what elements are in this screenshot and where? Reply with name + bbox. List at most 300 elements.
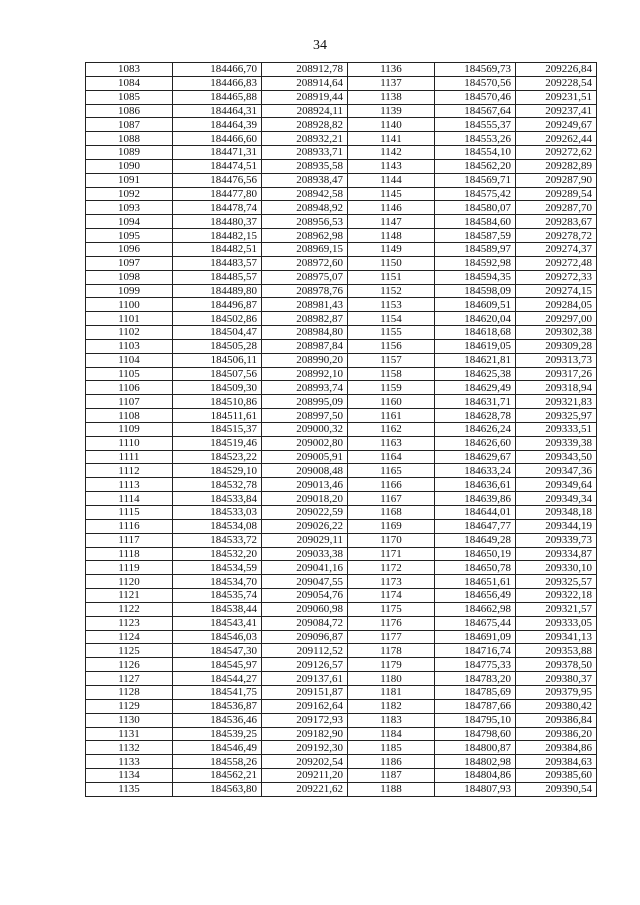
x-coordinate-right-cell: 184649,28	[435, 533, 516, 547]
coordinates-table	[85, 62, 597, 797]
point-number-left-cell: 1109	[86, 422, 173, 436]
table-row	[86, 492, 597, 506]
point-number-left-cell: 1091	[86, 173, 173, 187]
point-number-left-cell: 1106	[86, 381, 173, 395]
point-number-right-cell: 1150	[348, 256, 435, 270]
x-coordinate-right-cell: 184644,01	[435, 506, 516, 520]
x-coordinate-left-cell: 184511,61	[173, 409, 262, 423]
y-coordinate-left-cell: 208933,71	[262, 146, 348, 160]
x-coordinate-left-cell: 184539,25	[173, 727, 262, 741]
point-number-left-cell: 1090	[86, 159, 173, 173]
point-number-left-cell: 1128	[86, 685, 173, 699]
x-coordinate-right-cell: 184691,09	[435, 630, 516, 644]
y-coordinate-right-cell: 209317,26	[516, 367, 597, 381]
y-coordinate-left-cell: 208995,09	[262, 395, 348, 409]
point-number-left-cell: 1126	[86, 658, 173, 672]
y-coordinate-left-cell: 209008,48	[262, 464, 348, 478]
table-row	[86, 326, 597, 340]
x-coordinate-left-cell: 184533,72	[173, 533, 262, 547]
x-coordinate-left-cell: 184547,30	[173, 644, 262, 658]
point-number-left-cell: 1112	[86, 464, 173, 478]
table-row	[86, 422, 597, 436]
y-coordinate-right-cell: 209385,60	[516, 769, 597, 783]
table-row	[86, 478, 597, 492]
x-coordinate-left-cell: 184483,57	[173, 256, 262, 270]
y-coordinate-left-cell: 209033,38	[262, 547, 348, 561]
point-number-right-cell: 1160	[348, 395, 435, 409]
y-coordinate-left-cell: 208932,21	[262, 132, 348, 146]
y-coordinate-left-cell: 208919,44	[262, 90, 348, 104]
x-coordinate-right-cell: 184589,97	[435, 242, 516, 256]
y-coordinate-left-cell: 208912,78	[262, 63, 348, 77]
x-coordinate-right-cell: 184675,44	[435, 616, 516, 630]
point-number-right-cell: 1180	[348, 672, 435, 686]
point-number-left-cell: 1123	[86, 616, 173, 630]
y-coordinate-left-cell: 209096,87	[262, 630, 348, 644]
table-row	[86, 727, 597, 741]
point-number-left-cell: 1115	[86, 506, 173, 520]
x-coordinate-right-cell: 184625,38	[435, 367, 516, 381]
point-number-right-cell: 1138	[348, 90, 435, 104]
x-coordinate-right-cell: 184804,86	[435, 769, 516, 783]
y-coordinate-right-cell: 209289,54	[516, 187, 597, 201]
table-row	[86, 284, 597, 298]
table-row	[86, 146, 597, 160]
y-coordinate-left-cell: 209029,11	[262, 533, 348, 547]
table-row	[86, 229, 597, 243]
x-coordinate-left-cell: 184477,80	[173, 187, 262, 201]
point-number-right-cell: 1166	[348, 478, 435, 492]
point-number-right-cell: 1171	[348, 547, 435, 561]
point-number-right-cell: 1153	[348, 298, 435, 312]
table-row	[86, 741, 597, 755]
table-row	[86, 547, 597, 561]
x-coordinate-right-cell: 184587,59	[435, 229, 516, 243]
table-row	[86, 464, 597, 478]
y-coordinate-left-cell: 208935,58	[262, 159, 348, 173]
x-coordinate-left-cell: 184534,70	[173, 575, 262, 589]
x-coordinate-left-cell: 184534,08	[173, 519, 262, 533]
x-coordinate-right-cell: 184580,07	[435, 201, 516, 215]
table-row	[86, 616, 597, 630]
x-coordinate-left-cell: 184535,74	[173, 589, 262, 603]
y-coordinate-right-cell: 209349,64	[516, 478, 597, 492]
x-coordinate-right-cell: 184795,10	[435, 713, 516, 727]
point-number-right-cell: 1159	[348, 381, 435, 395]
x-coordinate-left-cell: 184536,46	[173, 713, 262, 727]
y-coordinate-right-cell: 209282,89	[516, 159, 597, 173]
table-row	[86, 450, 597, 464]
table-row	[86, 672, 597, 686]
point-number-right-cell: 1181	[348, 685, 435, 699]
y-coordinate-right-cell: 209274,15	[516, 284, 597, 298]
y-coordinate-right-cell: 209287,70	[516, 201, 597, 215]
x-coordinate-left-cell: 184529,10	[173, 464, 262, 478]
y-coordinate-right-cell: 209237,41	[516, 104, 597, 118]
x-coordinate-left-cell: 184471,31	[173, 146, 262, 160]
x-coordinate-left-cell: 184536,87	[173, 699, 262, 713]
point-number-left-cell: 1097	[86, 256, 173, 270]
point-number-right-cell: 1141	[348, 132, 435, 146]
x-coordinate-right-cell: 184592,98	[435, 256, 516, 270]
y-coordinate-left-cell: 208987,84	[262, 339, 348, 353]
point-number-left-cell: 1129	[86, 699, 173, 713]
point-number-left-cell: 1110	[86, 436, 173, 450]
table-row	[86, 104, 597, 118]
y-coordinate-right-cell: 209380,37	[516, 672, 597, 686]
y-coordinate-left-cell: 209221,62	[262, 782, 348, 796]
point-number-left-cell: 1086	[86, 104, 173, 118]
x-coordinate-left-cell: 184515,37	[173, 422, 262, 436]
table-row	[86, 270, 597, 284]
y-coordinate-left-cell: 209151,87	[262, 685, 348, 699]
y-coordinate-right-cell: 209344,19	[516, 519, 597, 533]
x-coordinate-left-cell: 184541,75	[173, 685, 262, 699]
x-coordinate-left-cell: 184546,49	[173, 741, 262, 755]
x-coordinate-left-cell: 184545,97	[173, 658, 262, 672]
point-number-left-cell: 1085	[86, 90, 173, 104]
point-number-right-cell: 1188	[348, 782, 435, 796]
y-coordinate-left-cell: 208993,74	[262, 381, 348, 395]
x-coordinate-left-cell: 184546,03	[173, 630, 262, 644]
point-number-right-cell: 1187	[348, 769, 435, 783]
y-coordinate-left-cell: 209002,80	[262, 436, 348, 450]
table-row	[86, 561, 597, 575]
x-coordinate-left-cell: 184466,70	[173, 63, 262, 77]
y-coordinate-right-cell: 209278,72	[516, 229, 597, 243]
point-number-right-cell: 1172	[348, 561, 435, 575]
x-coordinate-right-cell: 184619,05	[435, 339, 516, 353]
point-number-right-cell: 1145	[348, 187, 435, 201]
x-coordinate-left-cell: 184480,37	[173, 215, 262, 229]
point-number-right-cell: 1161	[348, 409, 435, 423]
x-coordinate-left-cell: 184502,86	[173, 312, 262, 326]
point-number-right-cell: 1157	[348, 353, 435, 367]
x-coordinate-right-cell: 184609,51	[435, 298, 516, 312]
x-coordinate-left-cell: 184466,60	[173, 132, 262, 146]
table-row	[86, 339, 597, 353]
point-number-left-cell: 1113	[86, 478, 173, 492]
y-coordinate-right-cell: 209330,10	[516, 561, 597, 575]
y-coordinate-right-cell: 209353,88	[516, 644, 597, 658]
point-number-left-cell: 1096	[86, 242, 173, 256]
point-number-right-cell: 1155	[348, 326, 435, 340]
y-coordinate-right-cell: 209313,73	[516, 353, 597, 367]
point-number-right-cell: 1137	[348, 76, 435, 90]
table-row	[86, 298, 597, 312]
x-coordinate-left-cell: 184532,20	[173, 547, 262, 561]
point-number-right-cell: 1174	[348, 589, 435, 603]
x-coordinate-left-cell: 184466,83	[173, 76, 262, 90]
point-number-left-cell: 1124	[86, 630, 173, 644]
table-row	[86, 713, 597, 727]
x-coordinate-right-cell: 184800,87	[435, 741, 516, 755]
point-number-left-cell: 1135	[86, 782, 173, 796]
table-row	[86, 436, 597, 450]
x-coordinate-left-cell: 184538,44	[173, 602, 262, 616]
x-coordinate-left-cell: 184533,84	[173, 492, 262, 506]
y-coordinate-right-cell: 209322,18	[516, 589, 597, 603]
point-number-right-cell: 1185	[348, 741, 435, 755]
y-coordinate-left-cell: 208924,11	[262, 104, 348, 118]
y-coordinate-right-cell: 209302,38	[516, 326, 597, 340]
x-coordinate-left-cell: 184474,51	[173, 159, 262, 173]
x-coordinate-right-cell: 184628,78	[435, 409, 516, 423]
point-number-left-cell: 1101	[86, 312, 173, 326]
y-coordinate-left-cell: 208975,07	[262, 270, 348, 284]
x-coordinate-right-cell: 184662,98	[435, 602, 516, 616]
y-coordinate-right-cell: 209318,94	[516, 381, 597, 395]
y-coordinate-right-cell: 209297,00	[516, 312, 597, 326]
table-row	[86, 90, 597, 104]
x-coordinate-left-cell: 184532,78	[173, 478, 262, 492]
point-number-right-cell: 1139	[348, 104, 435, 118]
point-number-left-cell: 1121	[86, 589, 173, 603]
y-coordinate-right-cell: 209309,28	[516, 339, 597, 353]
y-coordinate-left-cell: 208978,76	[262, 284, 348, 298]
y-coordinate-left-cell: 209013,46	[262, 478, 348, 492]
y-coordinate-left-cell: 209026,22	[262, 519, 348, 533]
y-coordinate-left-cell: 209182,90	[262, 727, 348, 741]
point-number-left-cell: 1094	[86, 215, 173, 229]
y-coordinate-left-cell: 209060,98	[262, 602, 348, 616]
x-coordinate-right-cell: 184651,61	[435, 575, 516, 589]
point-number-left-cell: 1093	[86, 201, 173, 215]
table-row	[86, 769, 597, 783]
y-coordinate-left-cell: 209192,30	[262, 741, 348, 755]
x-coordinate-left-cell: 184506,11	[173, 353, 262, 367]
table-row	[86, 187, 597, 201]
point-number-left-cell: 1102	[86, 326, 173, 340]
point-number-right-cell: 1165	[348, 464, 435, 478]
y-coordinate-left-cell: 208962,98	[262, 229, 348, 243]
x-coordinate-right-cell: 184716,74	[435, 644, 516, 658]
x-coordinate-left-cell: 184507,56	[173, 367, 262, 381]
y-coordinate-right-cell: 209325,57	[516, 575, 597, 589]
point-number-left-cell: 1100	[86, 298, 173, 312]
y-coordinate-left-cell: 208990,20	[262, 353, 348, 367]
y-coordinate-left-cell: 208938,47	[262, 173, 348, 187]
x-coordinate-right-cell: 184575,42	[435, 187, 516, 201]
point-number-right-cell: 1140	[348, 118, 435, 132]
table-row	[86, 256, 597, 270]
point-number-left-cell: 1119	[86, 561, 173, 575]
table-row	[86, 589, 597, 603]
x-coordinate-right-cell: 184553,26	[435, 132, 516, 146]
x-coordinate-left-cell: 184505,28	[173, 339, 262, 353]
point-number-left-cell: 1089	[86, 146, 173, 160]
y-coordinate-right-cell: 209378,50	[516, 658, 597, 672]
table-row	[86, 630, 597, 644]
x-coordinate-right-cell: 184626,24	[435, 422, 516, 436]
table-row	[86, 242, 597, 256]
point-number-right-cell: 1142	[348, 146, 435, 160]
x-coordinate-right-cell: 184567,64	[435, 104, 516, 118]
x-coordinate-right-cell: 184639,86	[435, 492, 516, 506]
x-coordinate-left-cell: 184485,57	[173, 270, 262, 284]
point-number-left-cell: 1104	[86, 353, 173, 367]
x-coordinate-right-cell: 184787,66	[435, 699, 516, 713]
y-coordinate-left-cell: 208956,53	[262, 215, 348, 229]
y-coordinate-right-cell: 209274,37	[516, 242, 597, 256]
point-number-right-cell: 1169	[348, 519, 435, 533]
table-row	[86, 381, 597, 395]
y-coordinate-right-cell: 209386,84	[516, 713, 597, 727]
x-coordinate-right-cell: 184629,67	[435, 450, 516, 464]
x-coordinate-right-cell: 184594,35	[435, 270, 516, 284]
point-number-left-cell: 1114	[86, 492, 173, 506]
y-coordinate-right-cell: 209380,42	[516, 699, 597, 713]
point-number-left-cell: 1133	[86, 755, 173, 769]
y-coordinate-left-cell: 208997,50	[262, 409, 348, 423]
x-coordinate-left-cell: 184544,27	[173, 672, 262, 686]
x-coordinate-left-cell: 184534,59	[173, 561, 262, 575]
y-coordinate-left-cell: 209126,57	[262, 658, 348, 672]
table-row	[86, 506, 597, 520]
x-coordinate-left-cell: 184509,30	[173, 381, 262, 395]
point-number-right-cell: 1164	[348, 450, 435, 464]
y-coordinate-left-cell: 208928,82	[262, 118, 348, 132]
x-coordinate-right-cell: 184626,60	[435, 436, 516, 450]
point-number-left-cell: 1130	[86, 713, 173, 727]
table-row	[86, 353, 597, 367]
table-row	[86, 644, 597, 658]
point-number-right-cell: 1151	[348, 270, 435, 284]
y-coordinate-right-cell: 209390,54	[516, 782, 597, 796]
point-number-right-cell: 1182	[348, 699, 435, 713]
y-coordinate-right-cell: 209226,84	[516, 63, 597, 77]
table-row	[86, 76, 597, 90]
y-coordinate-right-cell: 209272,48	[516, 256, 597, 270]
coordinates-table-container	[85, 62, 596, 797]
y-coordinate-right-cell: 209321,57	[516, 602, 597, 616]
y-coordinate-right-cell: 209339,38	[516, 436, 597, 450]
point-number-right-cell: 1144	[348, 173, 435, 187]
y-coordinate-left-cell: 208972,60	[262, 256, 348, 270]
point-number-right-cell: 1186	[348, 755, 435, 769]
point-number-right-cell: 1178	[348, 644, 435, 658]
point-number-left-cell: 1125	[86, 644, 173, 658]
x-coordinate-left-cell: 184533,03	[173, 506, 262, 520]
x-coordinate-left-cell: 184482,15	[173, 229, 262, 243]
point-number-right-cell: 1152	[348, 284, 435, 298]
table-row	[86, 409, 597, 423]
y-coordinate-right-cell: 209347,36	[516, 464, 597, 478]
table-row	[86, 173, 597, 187]
x-coordinate-left-cell: 184519,46	[173, 436, 262, 450]
y-coordinate-right-cell: 209272,33	[516, 270, 597, 284]
point-number-left-cell: 1117	[86, 533, 173, 547]
point-number-left-cell: 1084	[86, 76, 173, 90]
y-coordinate-right-cell: 209228,54	[516, 76, 597, 90]
point-number-right-cell: 1179	[348, 658, 435, 672]
y-coordinate-right-cell: 209384,63	[516, 755, 597, 769]
point-number-left-cell: 1107	[86, 395, 173, 409]
table-row	[86, 575, 597, 589]
x-coordinate-left-cell: 184510,86	[173, 395, 262, 409]
point-number-left-cell: 1120	[86, 575, 173, 589]
table-row	[86, 519, 597, 533]
table-row	[86, 533, 597, 547]
x-coordinate-right-cell: 184650,78	[435, 561, 516, 575]
y-coordinate-left-cell: 208914,64	[262, 76, 348, 90]
table-row	[86, 201, 597, 215]
y-coordinate-left-cell: 208948,92	[262, 201, 348, 215]
point-number-left-cell: 1134	[86, 769, 173, 783]
x-coordinate-left-cell: 184464,39	[173, 118, 262, 132]
y-coordinate-right-cell: 209249,67	[516, 118, 597, 132]
table-row	[86, 132, 597, 146]
point-number-right-cell: 1183	[348, 713, 435, 727]
x-coordinate-right-cell: 184629,49	[435, 381, 516, 395]
page-number: 34	[313, 38, 327, 53]
y-coordinate-right-cell: 209333,05	[516, 616, 597, 630]
x-coordinate-right-cell: 184785,69	[435, 685, 516, 699]
point-number-left-cell: 1118	[86, 547, 173, 561]
y-coordinate-left-cell: 209022,59	[262, 506, 348, 520]
x-coordinate-right-cell: 184620,04	[435, 312, 516, 326]
x-coordinate-right-cell: 184775,33	[435, 658, 516, 672]
y-coordinate-left-cell: 209000,32	[262, 422, 348, 436]
table-row	[86, 395, 597, 409]
point-number-right-cell: 1149	[348, 242, 435, 256]
table-row	[86, 782, 597, 796]
table-row	[86, 602, 597, 616]
table-row	[86, 118, 597, 132]
x-coordinate-right-cell: 184783,20	[435, 672, 516, 686]
y-coordinate-right-cell: 209283,67	[516, 215, 597, 229]
x-coordinate-right-cell: 184618,68	[435, 326, 516, 340]
point-number-right-cell: 1147	[348, 215, 435, 229]
y-coordinate-right-cell: 209334,87	[516, 547, 597, 561]
point-number-right-cell: 1170	[348, 533, 435, 547]
point-number-left-cell: 1132	[86, 741, 173, 755]
x-coordinate-right-cell: 184656,49	[435, 589, 516, 603]
y-coordinate-right-cell: 209262,44	[516, 132, 597, 146]
x-coordinate-right-cell: 184569,73	[435, 63, 516, 77]
y-coordinate-right-cell: 209321,83	[516, 395, 597, 409]
point-number-right-cell: 1136	[348, 63, 435, 77]
y-coordinate-left-cell: 209054,76	[262, 589, 348, 603]
y-coordinate-right-cell: 209231,51	[516, 90, 597, 104]
point-number-left-cell: 1098	[86, 270, 173, 284]
point-number-left-cell: 1092	[86, 187, 173, 201]
x-coordinate-right-cell: 184631,71	[435, 395, 516, 409]
point-number-right-cell: 1158	[348, 367, 435, 381]
y-coordinate-left-cell: 209202,54	[262, 755, 348, 769]
y-coordinate-right-cell: 209341,13	[516, 630, 597, 644]
x-coordinate-right-cell: 184570,46	[435, 90, 516, 104]
point-number-left-cell: 1087	[86, 118, 173, 132]
x-coordinate-right-cell: 184584,60	[435, 215, 516, 229]
x-coordinate-left-cell: 184489,80	[173, 284, 262, 298]
point-number-right-cell: 1167	[348, 492, 435, 506]
x-coordinate-right-cell: 184802,98	[435, 755, 516, 769]
point-number-left-cell: 1111	[86, 450, 173, 464]
y-coordinate-left-cell: 209172,93	[262, 713, 348, 727]
x-coordinate-left-cell: 184562,21	[173, 769, 262, 783]
point-number-right-cell: 1163	[348, 436, 435, 450]
table-row	[86, 658, 597, 672]
y-coordinate-right-cell: 209272,62	[516, 146, 597, 160]
x-coordinate-left-cell: 184464,31	[173, 104, 262, 118]
point-number-left-cell: 1083	[86, 63, 173, 77]
y-coordinate-left-cell: 209162,64	[262, 699, 348, 713]
point-number-right-cell: 1177	[348, 630, 435, 644]
point-number-right-cell: 1143	[348, 159, 435, 173]
x-coordinate-right-cell: 184554,10	[435, 146, 516, 160]
y-coordinate-right-cell: 209384,86	[516, 741, 597, 755]
